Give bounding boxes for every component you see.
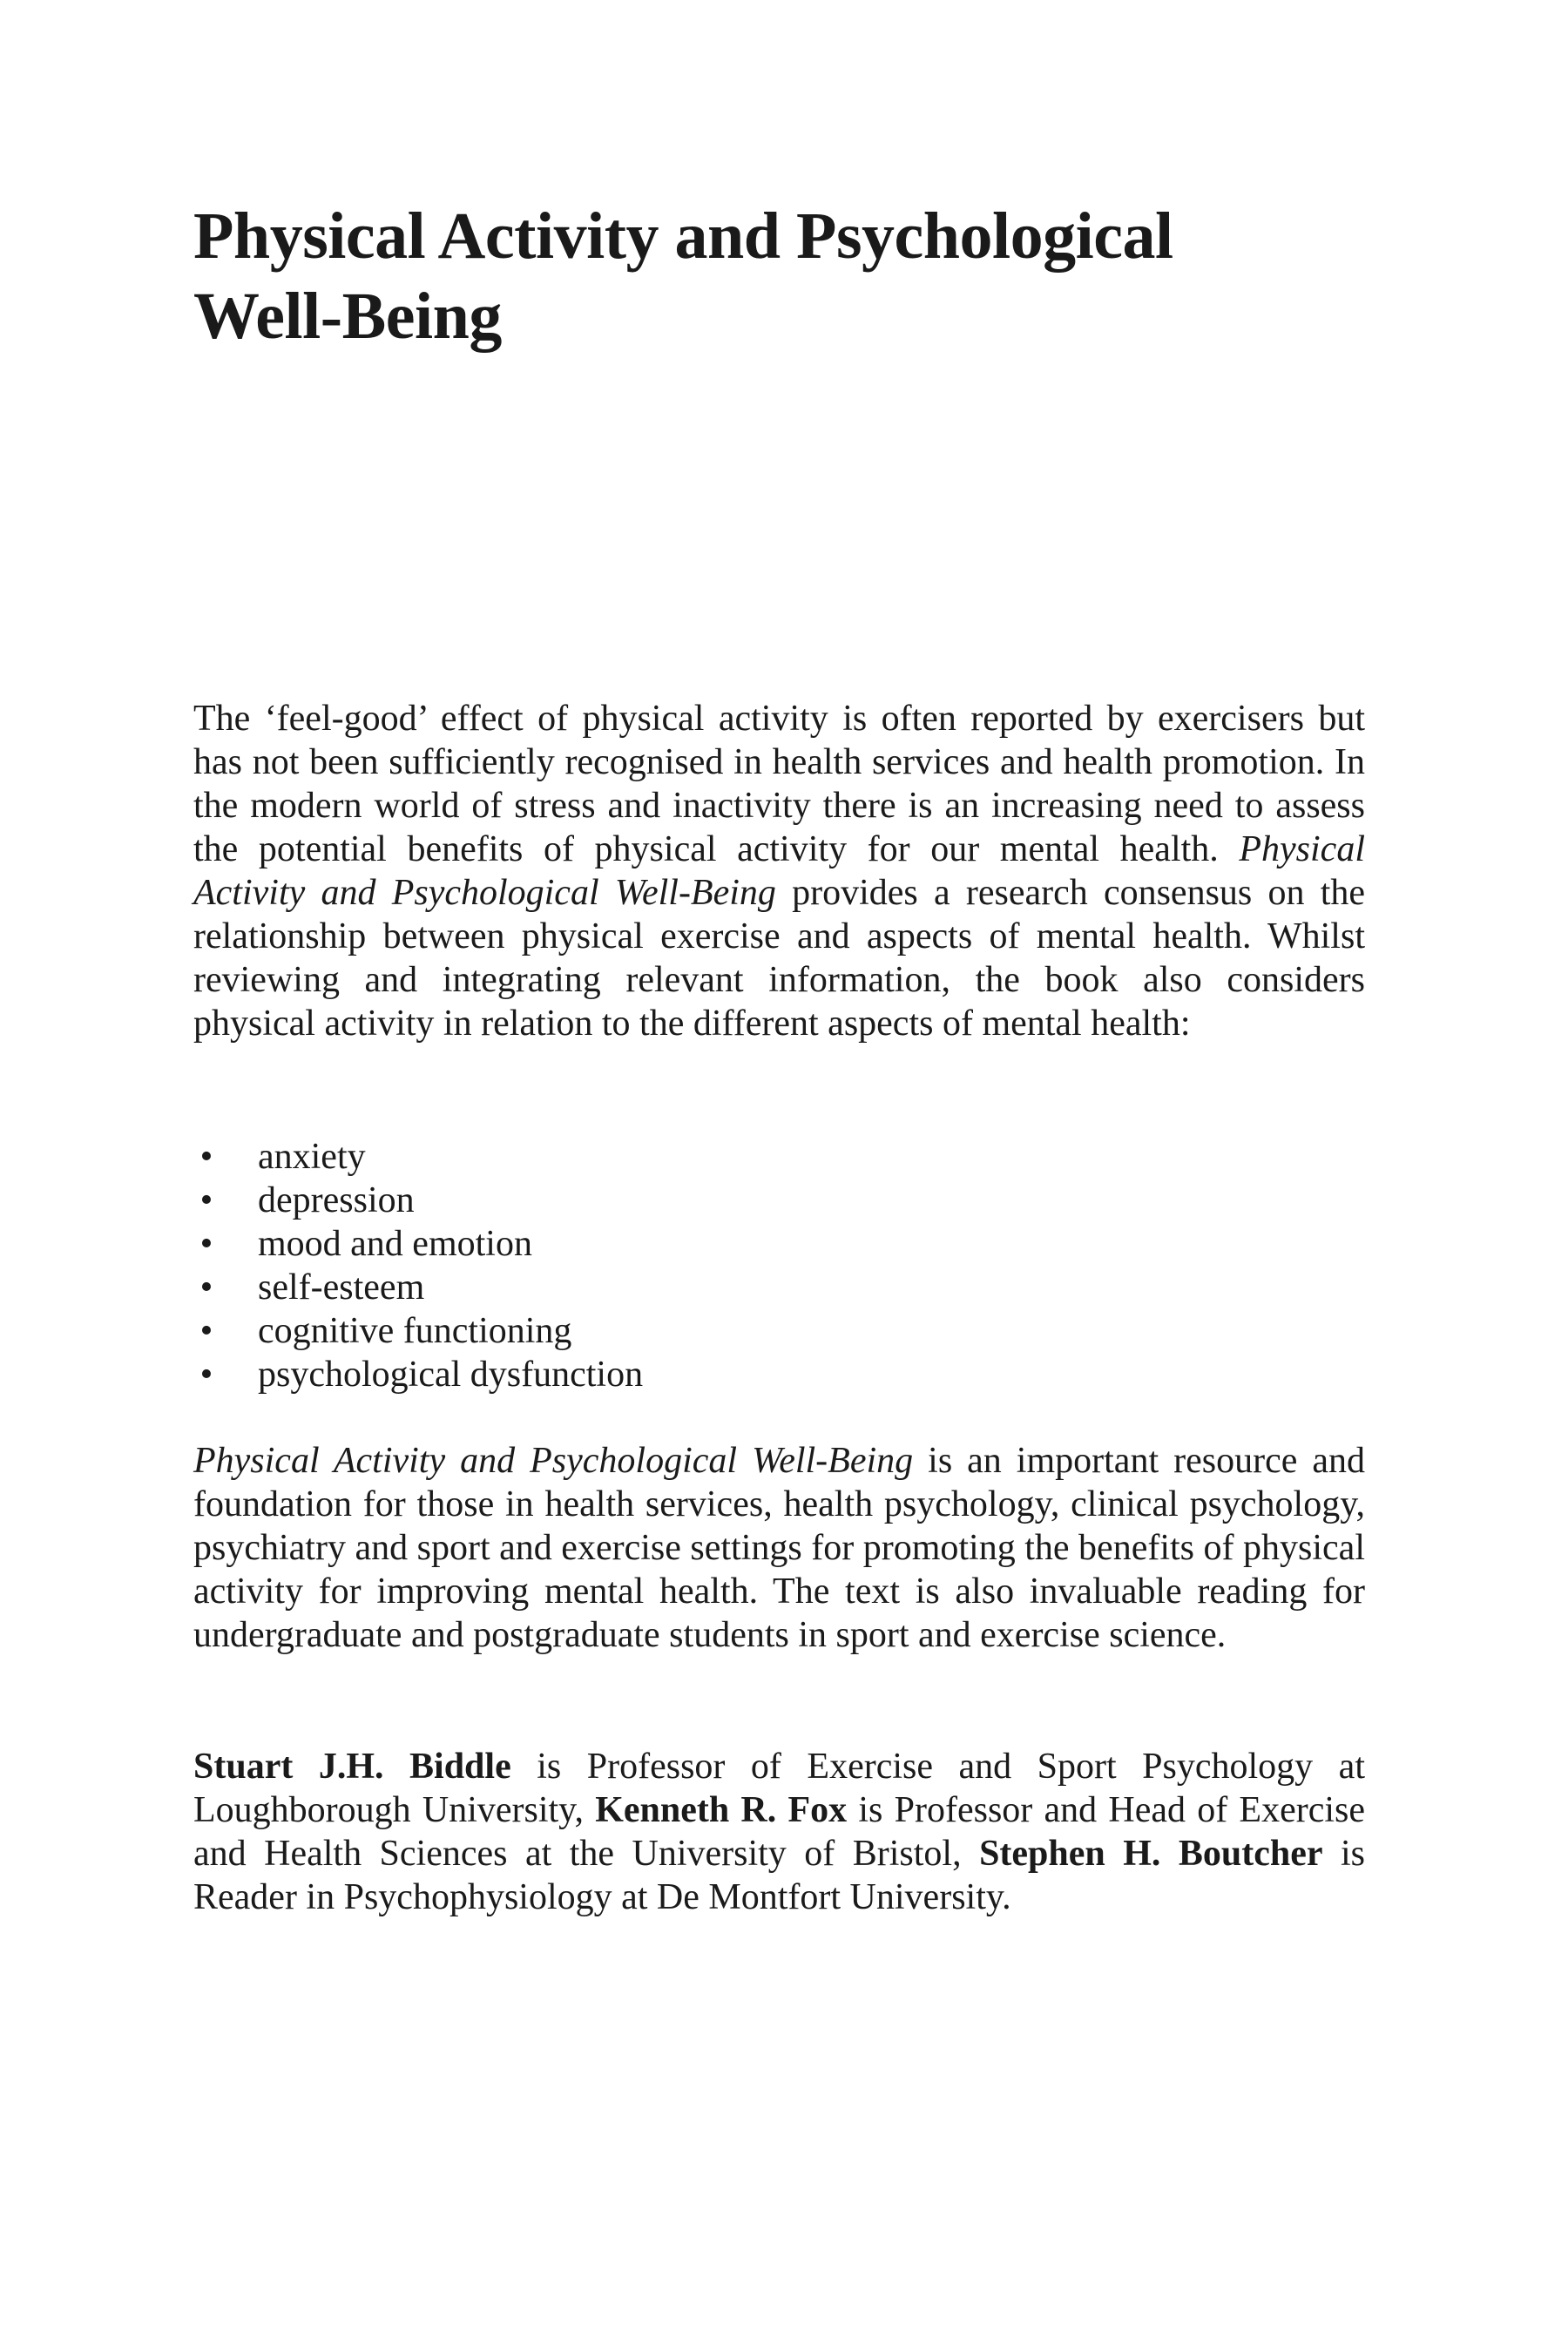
list-item xyxy=(193,1135,1365,1179)
author-bio-3: is Reader in Psychophysiology at De Montfort University. xyxy=(193,1834,1365,1917)
intro-paragraph xyxy=(193,697,1365,1045)
bullet-icon: • xyxy=(199,1355,213,1395)
list-item-label: cognitive functioning xyxy=(258,1311,572,1351)
book-title-line-2: Well-Being xyxy=(193,280,502,353)
resource-paragraph xyxy=(193,1439,1365,1657)
list-item xyxy=(193,1353,1365,1396)
list-item xyxy=(193,1266,1365,1309)
mental-health-aspects-list xyxy=(193,1135,1365,1396)
list-item-label: anxiety xyxy=(258,1137,366,1177)
list-item-label: depression xyxy=(258,1180,415,1220)
intro-text-1: The ‘feel-good’ effect of physical activity is often reported by exercisers but has not been sufficiently recognised in health services and health promotion. In the modern world of stress and inactivity there is an increasing need to assess the potential benefits of physical activity for our mental health. xyxy=(193,699,1365,869)
bullet-icon: • xyxy=(199,1224,213,1264)
authors-paragraph xyxy=(193,1745,1365,1919)
author-bio-1: is Professor of Exercise and Sport Psychology at Loughborough University, xyxy=(193,1747,1365,1830)
book-title xyxy=(193,196,1365,356)
author-bio-2: is Professor and Head of Exercise and Health Sciences at the University of Bristol, xyxy=(193,1790,1366,1874)
intro-book-title: Physical Activity and Psychological Well-Being xyxy=(193,829,1365,913)
bullet-icon: • xyxy=(199,1311,213,1351)
list-item-label: psychological dysfunction xyxy=(258,1355,644,1395)
resource-text: is an important resource and foundation for those in health services, health psychology, clinical psychology, psychiatry and sport and exercise settings for promoting the benefits of physical activity for improving mental health. The text is also invaluable reading for undergraduate and postgraduate students in sport and exercise science. xyxy=(193,1441,1366,1655)
bullet-icon: • xyxy=(199,1180,213,1220)
author-name-3: Stephen H. Boutcher xyxy=(979,1834,1323,1874)
list-item-label: self-esteem xyxy=(258,1267,425,1308)
author-name-2: Kenneth R. Fox xyxy=(595,1790,848,1830)
intro-text-2: provides a research consensus on the relationship between physical exercise and aspects of mental health. Whilst reviewing and integrating relevant information, the book also considers physical activity in relation to the different aspects of mental health: xyxy=(193,873,1366,1044)
list-item xyxy=(193,1309,1365,1353)
list-item xyxy=(193,1179,1365,1222)
list-item-label: mood and emotion xyxy=(258,1224,532,1264)
book-title-line-1: Physical Activity and Psychological xyxy=(193,199,1173,273)
list-item xyxy=(193,1222,1365,1266)
page xyxy=(193,0,1365,2352)
bullet-icon: • xyxy=(199,1137,213,1177)
author-name-1: Stuart J.H. Biddle xyxy=(193,1747,511,1787)
resource-book-title: Physical Activity and Psychological Well-Being xyxy=(193,1441,914,1481)
bullet-icon: • xyxy=(199,1267,213,1308)
